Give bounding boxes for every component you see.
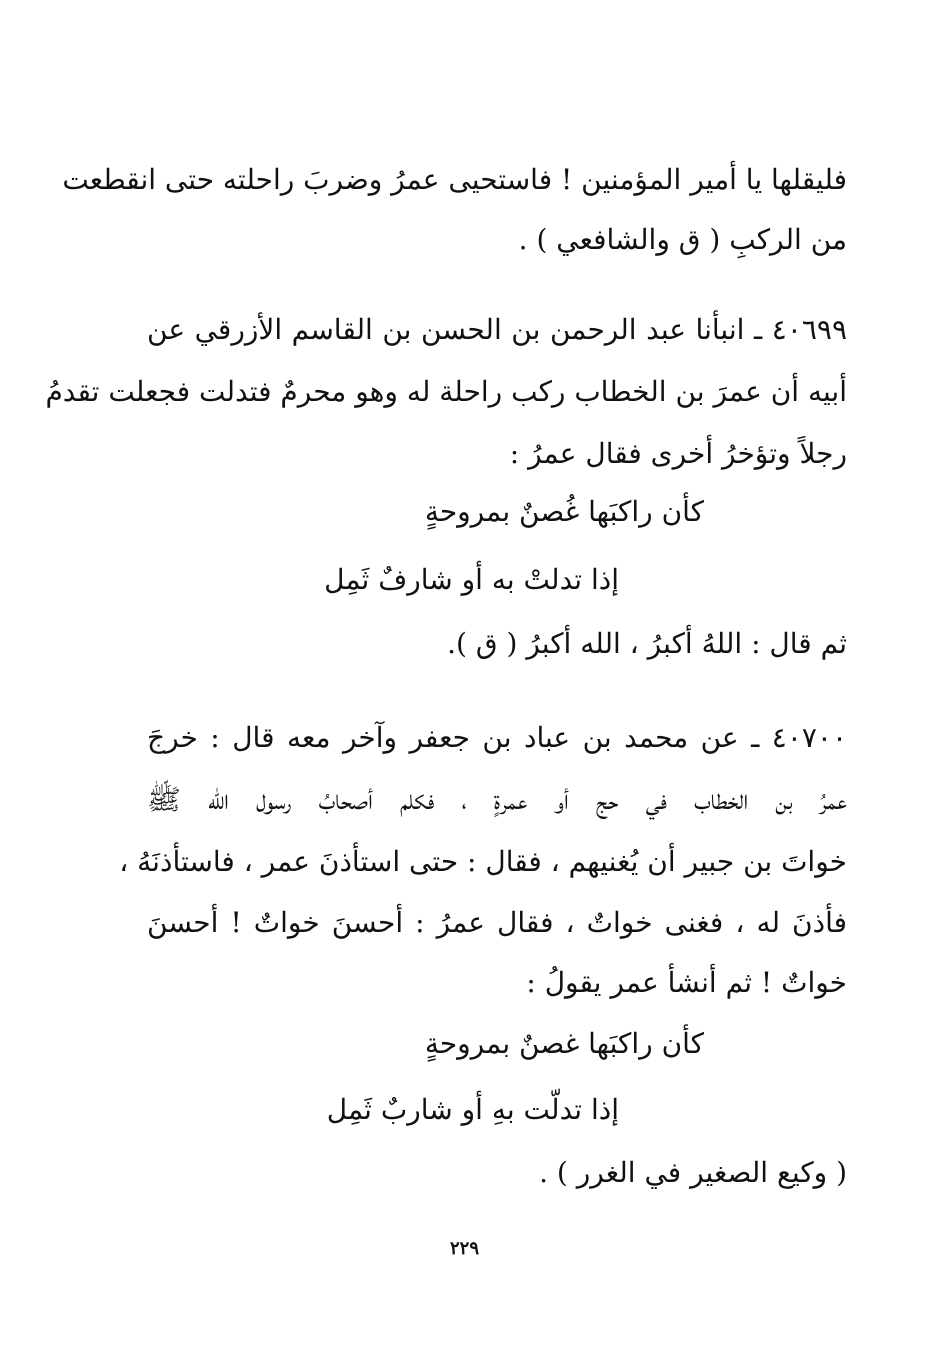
text-line: من الركبِ ( ق والشافعي ) . (518, 223, 847, 256)
verse-hemistich: كأن راكبَها غُصنٌ بمروحةٍ (424, 495, 704, 528)
verse-hemistich: إذا تدلّت بهِ أو شاربٌ ثَمِل (326, 1093, 619, 1126)
hadith-40699-line: أبيه أن عمرَ بن الخطاب ركب راحلة له وهو محرمٌ فتدلت فجعلت تقدمُ (45, 375, 847, 408)
text-line: فليقلها يا أمير المؤمنين ! فاستحيى عمرُ وضربَ راحلته حتى انقطعت (62, 163, 847, 196)
hadith-40700-line: ٤٠٧٠٠ ـ عن محمد بن عباد بن جعفر وآخر معه قال : خرجَ (147, 721, 847, 754)
hadith-40699-line: رجلاً وتؤخرُ أخرى فقال عمرُ : (509, 437, 847, 470)
hadith-40700-line: خواتَ بن جبير أن يُغنيهم ، فقال : حتى استأذنَ عمر ، فاستأذنَهُ ، (119, 845, 847, 878)
hadith-40700-line: عمرُ بن الخطاب في حج أو عمرةٍ ، فكلم أصحابُ رسول الله ﷺ (147, 783, 847, 816)
hadith-40700-closing: ( وكيع الصغير في الغرر ) . (539, 1156, 847, 1189)
hadith-40700-line: خواتٌ ! ثم أنشأ عمر يقولُ : (526, 966, 847, 999)
hadith-40699-line: ٤٠٦٩٩ ـ انبأنا عبد الرحمن بن الحسن بن القاسم الأزرقي عن (147, 313, 847, 346)
page-number: ٢٢٩ (449, 1238, 479, 1259)
verse-hemistich: كأن راكبَها غصنٌ بمروحةٍ (424, 1027, 704, 1060)
verse-hemistich: إذا تدلتْ به أو شارفٌ ثَمِل (324, 563, 619, 596)
hadith-40700-line: فأذنَ له ، فغنى خواتٌ ، فقال عمرُ : أحسنَ خواتٌ ! أحسنَ (147, 906, 847, 939)
hadith-40699-closing: ثم قال : اللهُ أكبرُ ، الله أكبرُ ( ق ). (447, 627, 847, 660)
